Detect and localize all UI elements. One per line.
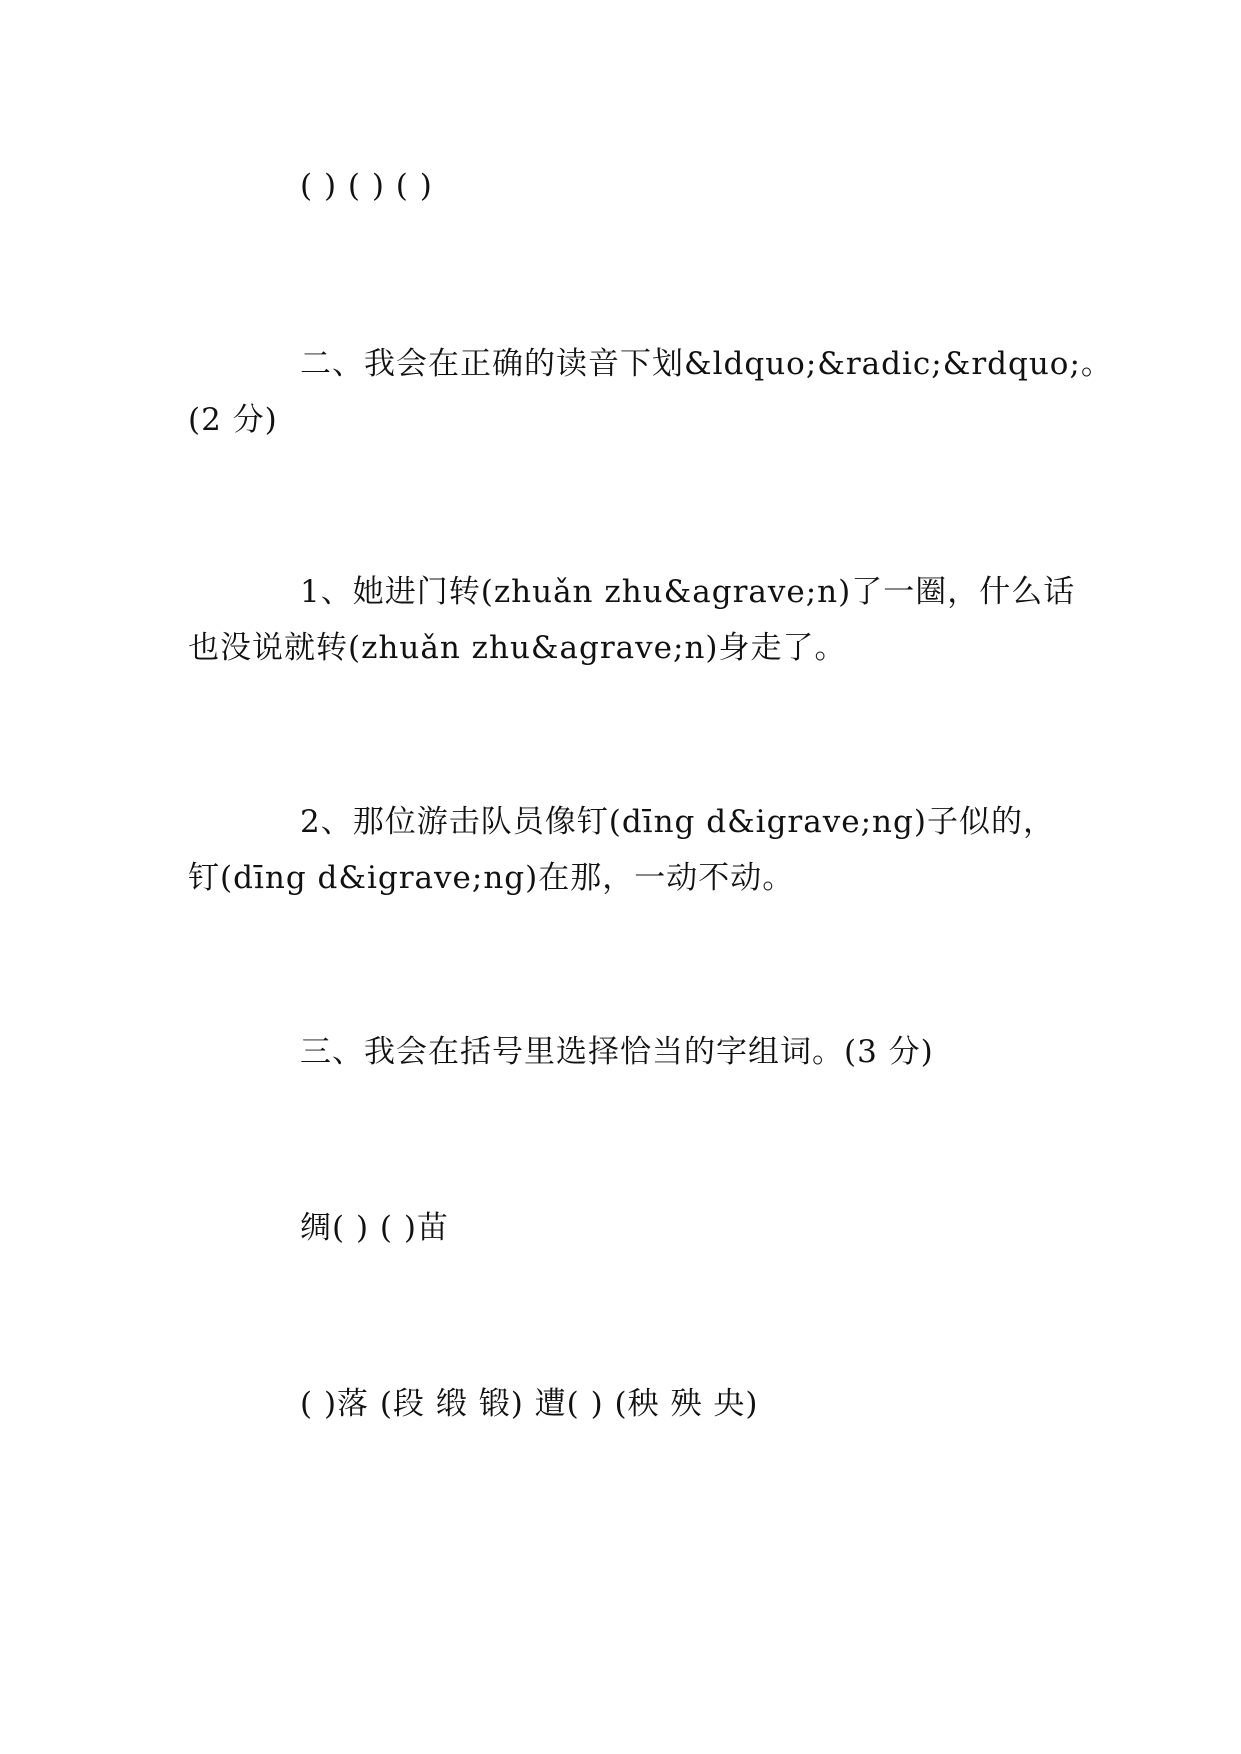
word-group-line-2: ( )落 (段 缎 锻) 遭( ) (秧 殃 央): [300, 1386, 759, 1422]
word-group-line-1: 绸( ) ( )苗: [300, 1210, 449, 1246]
section-2-score: (2 分): [188, 402, 278, 438]
question-1-line-2: 也没说就转(zhuǎn zhu&agrave;n)身走了。: [188, 630, 847, 666]
question-2-line-2: 钉(dīng d&igrave;ng)在那，一动不动。: [188, 860, 795, 896]
section-2-heading: 二、我会在正确的读音下划&ldquo;&radic;&rdquo;。: [300, 346, 1113, 382]
blank-brackets-line: ( ) ( ) ( ): [300, 168, 433, 204]
question-2-line-1: 2、那位游击队员像钉(dīng d&igrave;ng)子似的，: [300, 804, 1055, 840]
question-1-line-1: 1、她进门转(zhuǎn zhu&agrave;n)了一圈，什么话: [300, 574, 1076, 610]
section-3-heading: 三、我会在括号里选择恰当的字组词。(3 分): [300, 1034, 934, 1070]
